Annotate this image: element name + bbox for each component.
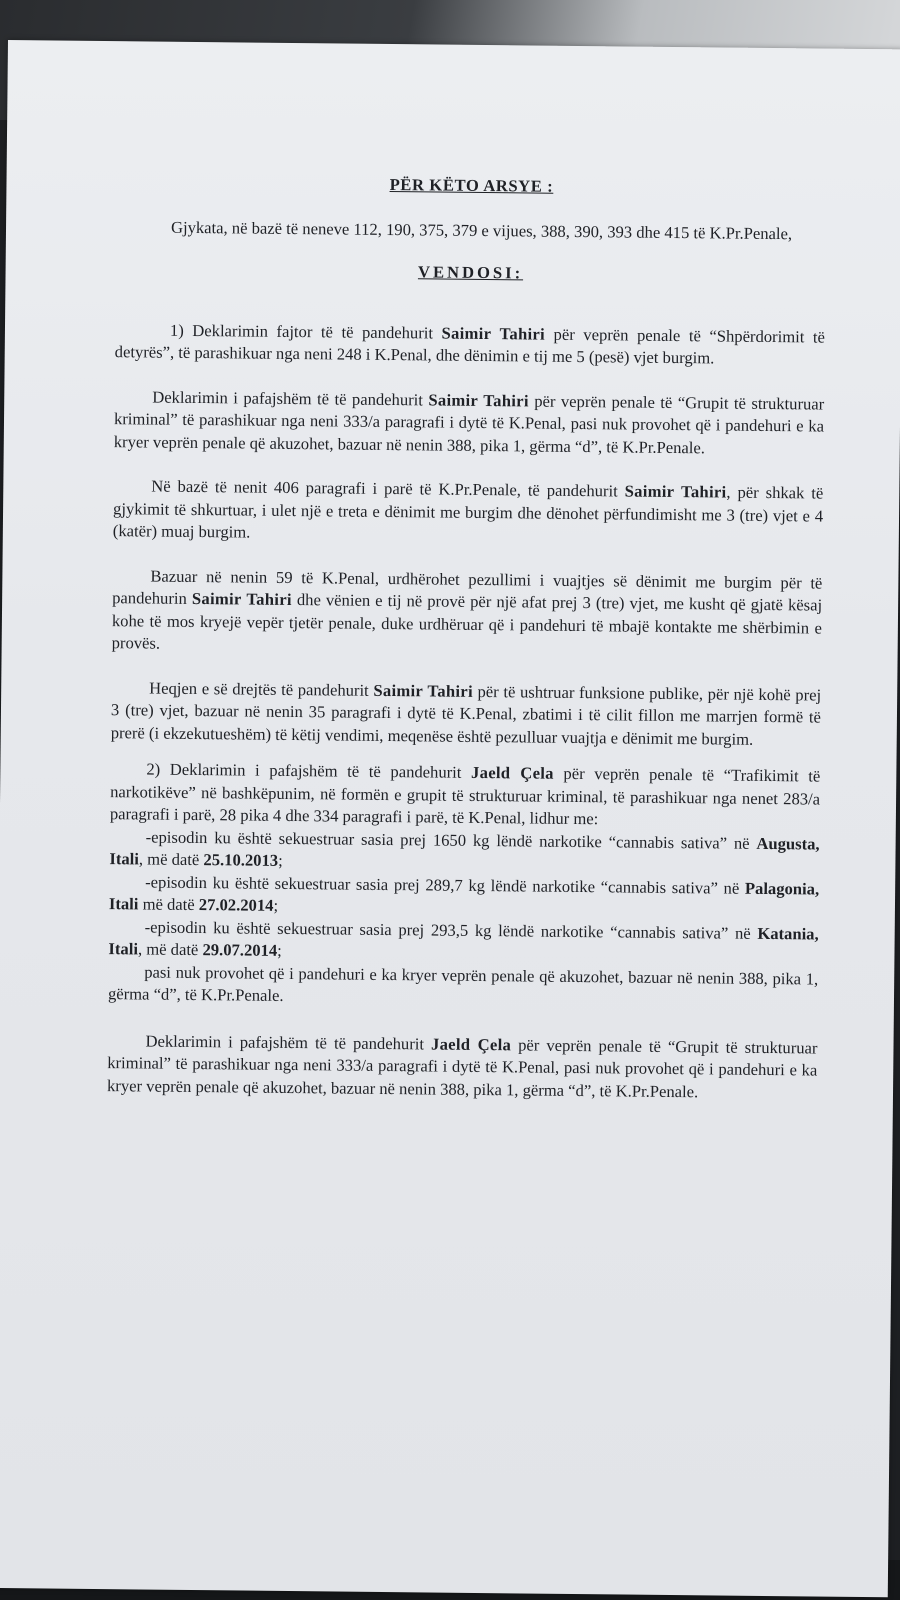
document-body — [107, 171, 827, 1104]
defendant-name: Jaeld Çela — [470, 762, 554, 783]
paragraph-8 — [107, 1030, 818, 1105]
text-run: 2) Deklarimin i pafajshëm të të pandehurit — [146, 759, 472, 782]
text-run: ; — [277, 940, 282, 960]
paragraph-2 — [114, 386, 825, 461]
defendant-name: Jaeld Çela — [430, 1033, 512, 1054]
text-run: -episodin ku është sekuestruar sasia prej 1650 kg lëndë narkotike “cannabis sativa” në — [145, 826, 757, 853]
text-run: ; — [273, 895, 279, 915]
text-run: , për shkak të gjykimit të shkurtuar, i ulet një e treta e dënimit me burgim dhe dënohet përfundimisht me 3 (tre) vjet e 4 (katër) muaj burgim. — [112, 482, 824, 542]
episode-item — [109, 826, 819, 878]
text-run: për të ushtruar funksione publike, për një kohë prej 3 (tre) vjet, bazuar në nenin 35 paragrafi i dytë të K.Penal, zbatimi i të cilit fillon me marrjen formë të prerë (i ekzekutueshëm) të këtij vendimi, meqenëse është pezulluar vuajtja e dënimit me burgim. — [110, 681, 822, 749]
section-heading: PËR KËTO ARSYE : — [389, 175, 554, 196]
defendant-name: Saimir Tahiri — [191, 588, 292, 610]
paragraph-6 — [110, 758, 821, 833]
text-run: Deklarimin i pafajshëm të të pandehurit — [145, 1030, 432, 1053]
paragraph-3 — [113, 475, 824, 550]
document-page — [0, 40, 900, 1597]
paragraph-1 — [115, 319, 825, 371]
defendant-name: Saimir Tahiri — [624, 481, 727, 502]
text-run: dhe vënien e tij në provë për një afat prej 3 (tre) vjet, me kusht që gjatë kësaj kohe të mos kryejë vepër tjetër penale, duke urdhëruar që i pandehuri të mbajë kontakte me shërbimin e provës. — [111, 590, 823, 653]
episode-item — [108, 916, 818, 968]
episode-place: Palagonia, Itali — [108, 878, 820, 914]
text-run: Heqjen e së drejtës të pandehurit — [149, 678, 374, 700]
episode-place: Augusta, Itali — [109, 833, 820, 869]
paragraph-5 — [111, 677, 822, 752]
paragraph-7: pasi nuk provohet që i pandehuri e ka kryer veprën penale që akuzohet, bazuar në nenin 388, pika 1, gërma “d”, të K.Pr.Penale. — [107, 961, 819, 1005]
defendant-name: Saimir Tahiri — [428, 389, 529, 410]
episode-date: 25.10.2013 — [203, 850, 279, 870]
defendant-name: Saimir Tahiri — [441, 323, 546, 344]
paragraph-4 — [112, 565, 823, 662]
text-run: për veprën penale të “Grupit të strukturuar kriminal” të parashikuar nga neni 333/a paragrafi i dytë të K.Penal, pasi nuk provohet që i pandehuri e ka kryer veprën penale që akuzohet, bazuar në nenin 388, pika 1, gërma “d”, të K.Pr.Penale. — [113, 390, 825, 457]
text-run: për veprën penale të “Shpërdorimit të detyrës”, të parashikuar nga neni 248 i K.Penal, dhe dënimin e tij me 5 (pesë) vjet burgim. — [114, 324, 826, 368]
episode-place: Katania, Itali — [108, 923, 819, 959]
episode-item — [109, 871, 819, 923]
episode-date: 29.07.2014 — [202, 940, 278, 960]
text-run: -episodin ku është sekuestruar sasia prej 293,5 kg lëndë narkotike “cannabis sativa” në — [144, 916, 758, 943]
text-run: Deklarimin i pafajshëm të të pandehurit — [152, 387, 429, 409]
episode-date: 27.02.2014 — [198, 895, 274, 915]
defendant-name: Saimir Tahiri — [373, 680, 474, 701]
text-run: për veprën penale të “Grupit të strukturuar kriminal” të parashikuar nga neni 333/a paragrafi i dytë të K.Penal, pasi nuk provohet që i pandehuri e ka kryer veprën penale që akuzohet, bazuar në nenin 388, pika 1, gërma “d”, të K.Pr.Penale. — [106, 1034, 818, 1101]
text-run: ; — [278, 850, 283, 870]
intro-paragraph: Gjykata, në bazë të neneve 112, 190, 375, 379 e vijues, 388, 390, 393 dhe 415 të K.Pr.Penale, — [170, 217, 793, 243]
decision-heading: VENDOSI: — [417, 262, 524, 283]
text-run: Në bazë të nenit 406 paragrafi i parë të K.Pr.Penale, të pandehurit — [151, 476, 625, 501]
text-run: më datë — [138, 894, 199, 915]
text-run: Bazuar në nenin 59 të K.Penal, urdhërohet pezullimi i vuajtjes së dënimit me burgim për të pandehurin — [112, 566, 823, 608]
text-run: për veprën penale të “Trafikimit të narkotikëve” në bashkëpunim, në formën e grupit të strukturuar kriminal, të parashikuar nga nenet 283/a paragrafi i parë, 28 pika 4 dhe 334 paragrafi i parë, të K.Penal, lidhur me: — [109, 763, 821, 829]
text-run: 1) Deklarimin fajtor të të pandehurit — [169, 320, 442, 343]
text-run: , më datë — [137, 939, 203, 960]
text-run: -episodin ku është sekuestruar sasia prej 289,7 kg lëndë narkotike “cannabis sativa” në — [145, 871, 746, 898]
text-run: , më datë — [138, 849, 204, 870]
